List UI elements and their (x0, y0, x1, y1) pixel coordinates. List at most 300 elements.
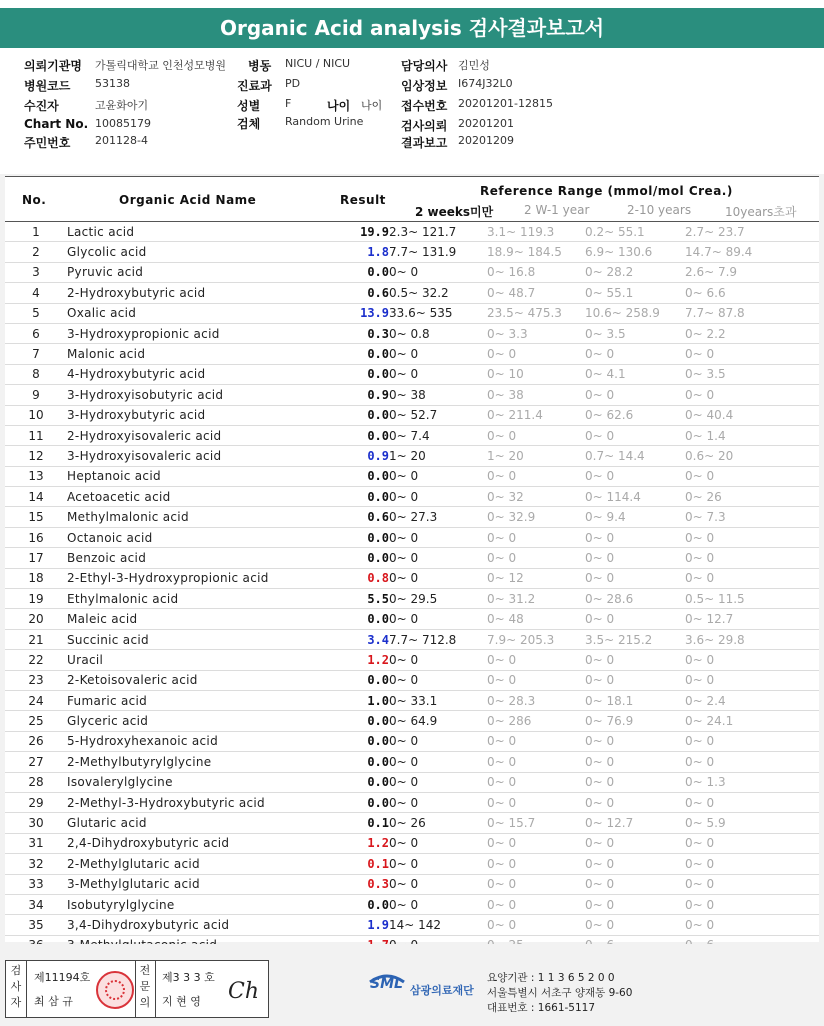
row-number: 15 (5, 507, 67, 527)
row-number: 17 (5, 548, 67, 568)
ref-2w-1y: 0~ 28.3 (487, 690, 585, 710)
row-number: 20 (5, 609, 67, 629)
row-number: 7 (5, 344, 67, 364)
ref-10y: 0~ 2.2 (685, 323, 819, 343)
ref-10y: 0~ 0 (685, 527, 819, 547)
table-row (5, 772, 819, 792)
row-number: 35 (5, 915, 67, 935)
ref-2-10y: 0~ 0 (585, 670, 685, 690)
result-value: 0.0 (319, 364, 389, 384)
row-number: 8 (5, 364, 67, 384)
result-value: 5.5 (319, 589, 389, 609)
ref-2w-1y: 0~ 0 (487, 425, 585, 445)
ref-2w-1y: 0~ 0 (487, 752, 585, 772)
seal-stamp-icon (96, 971, 134, 1009)
ref-10y: 2.7~ 23.7 (685, 222, 819, 242)
ref-2w-1y: 0~ 38 (487, 385, 585, 405)
ref-2weeks: 0~ 0 (389, 670, 487, 690)
table-row (5, 425, 819, 445)
ref-2-10y: 0~ 0 (585, 527, 685, 547)
table-row (5, 711, 819, 731)
sml-logo-text: SML (370, 976, 403, 992)
table-row (5, 915, 819, 935)
ref-2weeks: 0~ 0 (389, 527, 487, 547)
ref-2w-1y: 0~ 31.2 (487, 589, 585, 609)
resident-no-value: 201128-4 (95, 134, 148, 147)
test-request-label: 검사의뢰 (401, 119, 448, 133)
table-row (5, 752, 819, 772)
acid-name: Benzoic acid (67, 548, 319, 568)
row-number: 24 (5, 690, 67, 710)
ref-2weeks: 0~ 0 (389, 262, 487, 282)
ref-2w-1y: 0~ 0 (487, 670, 585, 690)
result-value: 0.0 (319, 711, 389, 731)
acid-name: Lactic acid (67, 222, 319, 242)
ref-2w-1y: 0~ 0 (487, 548, 585, 568)
chart-no-value: 10085179 (95, 117, 151, 130)
ref-10y: 0~ 1.4 (685, 425, 819, 445)
row-number: 4 (5, 283, 67, 303)
acid-name: Methylmalonic acid (67, 507, 319, 527)
row-number: 30 (5, 813, 67, 833)
ref-2weeks: 0~ 52.7 (389, 405, 487, 425)
acid-name: Ethylmalonic acid (67, 589, 319, 609)
acid-name: 2-Ketoisovaleric acid (67, 670, 319, 690)
chart-no-label: Chart No. (24, 117, 89, 131)
results-sheet (5, 176, 819, 942)
result-value: 0.9 (319, 446, 389, 466)
ref-2-10y: 0~ 0 (585, 731, 685, 751)
result-value: 1.0 (319, 690, 389, 710)
table-row (5, 813, 819, 833)
ref-2w-1y: 0~ 0 (487, 792, 585, 812)
ref-2-10y: 0~ 0 (585, 609, 685, 629)
ref-2weeks: 0~ 27.3 (389, 507, 487, 527)
ref-2-10y: 0~ 0 (585, 752, 685, 772)
result-value: 0.8 (319, 568, 389, 588)
ref-2-10y: 10.6~ 258.9 (585, 303, 685, 323)
ref-2w-1y: 0~ 48.7 (487, 283, 585, 303)
ref-2weeks: 0~ 0 (389, 772, 487, 792)
col-header-ref-2w-1y: 2 W-1 year (524, 203, 590, 217)
divider (135, 961, 136, 1017)
result-value: 0.6 (319, 507, 389, 527)
row-number: 22 (5, 650, 67, 670)
row-number: 9 (5, 385, 67, 405)
ref-2-10y: 0~ 0 (585, 833, 685, 853)
ref-2w-1y: 18.9~ 184.5 (487, 242, 585, 262)
acid-name: 2,4-Dihydroxybutyric acid (67, 833, 319, 853)
sex-value: F (285, 97, 292, 110)
doctor-label: 담당의사 (401, 59, 448, 73)
ref-2-10y: 0~ 0 (585, 915, 685, 935)
result-value: 0.0 (319, 670, 389, 690)
col-header-ref-2weeks: 2 weeks미만 (415, 205, 494, 219)
row-number: 18 (5, 568, 67, 588)
table-row (5, 589, 819, 609)
ref-2weeks: 0~ 64.9 (389, 711, 487, 731)
result-value: 1.8 (319, 242, 389, 262)
table-row (5, 874, 819, 894)
table-row (5, 527, 819, 547)
col-header-ref-2-10y: 2-10 years (627, 203, 692, 217)
table-row (5, 446, 819, 466)
ref-2w-1y: 1~ 20 (487, 446, 585, 466)
patient-info-panel (0, 50, 824, 174)
row-number: 6 (5, 323, 67, 343)
acid-name: 3-Hydroxypropionic acid (67, 323, 319, 343)
acid-name: 2-Methylglutaric acid (67, 854, 319, 874)
result-report-label: 결과보고 (401, 136, 448, 150)
row-number: 32 (5, 854, 67, 874)
address: 서울특별시 서초구 양재동 9-60 (487, 987, 633, 999)
results-section (0, 174, 824, 944)
ref-10y: 0~ 0 (685, 752, 819, 772)
ref-10y: 0~ 0 (685, 385, 819, 405)
acid-name: 3-Hydroxyisobutyric acid (67, 385, 319, 405)
ref-10y: 0~ 0 (685, 670, 819, 690)
table-row (5, 323, 819, 343)
ref-2weeks: 0~ 29.5 (389, 589, 487, 609)
ref-10y: 0~ 0 (685, 344, 819, 364)
ref-2weeks: 2.3~ 121.7 (389, 222, 487, 242)
row-number: 19 (5, 589, 67, 609)
examinee-label: 수진자 (24, 99, 59, 113)
specialist-vertical-label (137, 963, 153, 1011)
acid-name: Isobutyrylglycine (67, 894, 319, 914)
ref-2-10y: 0~ 0 (585, 568, 685, 588)
ref-10y: 0~ 26 (685, 487, 819, 507)
result-value: 0.0 (319, 752, 389, 772)
table-row (5, 222, 819, 242)
divider (155, 961, 156, 1017)
ref-2weeks: 0~ 0.8 (389, 323, 487, 343)
ref-2-10y: 0~ 0 (585, 344, 685, 364)
ref-2weeks: 0~ 38 (389, 385, 487, 405)
hospital-code-label: 병원코드 (24, 79, 71, 93)
ref-2w-1y: 0~ 0 (487, 833, 585, 853)
ref-2-10y: 0~ 55.1 (585, 283, 685, 303)
table-row (5, 731, 819, 751)
ref-2-10y: 0~ 0 (585, 548, 685, 568)
result-value: 0.1 (319, 854, 389, 874)
acid-name: 3-Hydroxybutyric acid (67, 405, 319, 425)
ref-2weeks: 0~ 0 (389, 487, 487, 507)
acid-name: 2-Hydroxyisovaleric acid (67, 425, 319, 445)
ref-2weeks: 0~ 0 (389, 568, 487, 588)
table-row (5, 262, 819, 282)
result-value: 1.2 (319, 650, 389, 670)
ref-2weeks: 0~ 0 (389, 894, 487, 914)
col-header-no: No. (22, 193, 47, 207)
ref-2w-1y: 0~ 0 (487, 731, 585, 751)
col-header-reference: Reference Range (mmol/mol Crea.) (480, 184, 733, 198)
result-value: 0.0 (319, 425, 389, 445)
acid-name: Maleic acid (67, 609, 319, 629)
age-label: 나이 (327, 99, 351, 113)
result-value: 0.0 (319, 344, 389, 364)
specialist-license: 제3 3 3 호 (162, 971, 215, 984)
ref-10y: 0~ 0 (685, 466, 819, 486)
ref-2-10y: 0~ 76.9 (585, 711, 685, 731)
ref-2w-1y: 0~ 0 (487, 466, 585, 486)
ref-2w-1y: 0~ 286 (487, 711, 585, 731)
row-number: 16 (5, 527, 67, 547)
ref-2w-1y: 23.5~ 475.3 (487, 303, 585, 323)
table-row (5, 609, 819, 629)
clinical-info-value: I674J32L0 (458, 77, 513, 90)
specialist-vlabel-char: 의 (139, 996, 151, 1009)
ref-2w-1y: 0~ 32 (487, 487, 585, 507)
table-row (5, 405, 819, 425)
table-row (5, 466, 819, 486)
acid-name: 3,4-Dihydroxybutyric acid (67, 915, 319, 935)
ref-10y: 0~ 0 (685, 915, 819, 935)
specialist-vlabel-char: 문 (139, 980, 151, 993)
ref-10y: 7.7~ 87.8 (685, 303, 819, 323)
ref-2-10y: 0~ 0 (585, 425, 685, 445)
phone: 대표번호 : 1661-5117 (487, 1002, 596, 1014)
ref-10y: 0~ 1.3 (685, 772, 819, 792)
result-value: 0.0 (319, 548, 389, 568)
result-value: 13.9 (319, 303, 389, 323)
ref-2weeks: 0~ 0 (389, 854, 487, 874)
result-value: 0.3 (319, 323, 389, 343)
row-number: 10 (5, 405, 67, 425)
ref-2w-1y: 0~ 0 (487, 527, 585, 547)
ref-2weeks: 0.5~ 32.2 (389, 283, 487, 303)
clinical-info-label: 임상정보 (401, 79, 448, 93)
table-row (5, 364, 819, 384)
ref-10y: 0~ 0 (685, 854, 819, 874)
ref-2-10y: 0~ 0 (585, 650, 685, 670)
table-row (5, 650, 819, 670)
table-row (5, 548, 819, 568)
acid-name: Fumaric acid (67, 690, 319, 710)
ref-2weeks: 0~ 0 (389, 874, 487, 894)
acid-name: Glutaric acid (67, 813, 319, 833)
ref-10y: 2.6~ 7.9 (685, 262, 819, 282)
ref-2-10y: 0~ 0 (585, 874, 685, 894)
ref-10y: 14.7~ 89.4 (685, 242, 819, 262)
ref-10y: 0~ 6.6 (685, 283, 819, 303)
resident-no-label: 주민번호 (24, 136, 71, 150)
ref-2-10y: 0~ 62.6 (585, 405, 685, 425)
ref-10y: 0~ 24.1 (685, 711, 819, 731)
result-value: 0.0 (319, 405, 389, 425)
col-header-ref-10y: 10years초과 (725, 205, 797, 219)
result-value: 0.3 (319, 874, 389, 894)
ref-2weeks: 0~ 0 (389, 364, 487, 384)
ref-10y: 0~ 3.5 (685, 364, 819, 384)
table-row (5, 629, 819, 649)
ref-2weeks: 0~ 26 (389, 813, 487, 833)
ref-10y: 0~ 12.7 (685, 609, 819, 629)
receipt-no-label: 접수번호 (401, 99, 448, 113)
requesting-org-value: 가톨릭대학교 인천성모병원 (95, 59, 227, 72)
ref-2w-1y: 0~ 3.3 (487, 323, 585, 343)
ref-2weeks: 0~ 0 (389, 466, 487, 486)
table-row (5, 854, 819, 874)
results-table (5, 222, 819, 956)
dept-label: 진료과 (237, 79, 272, 93)
ref-10y: 0~ 5.9 (685, 813, 819, 833)
row-number: 2 (5, 242, 67, 262)
acid-name: Succinic acid (67, 629, 319, 649)
report-title: Organic Acid analysis 검사결과보고서 (0, 8, 824, 48)
ref-2w-1y: 0~ 0 (487, 894, 585, 914)
ref-10y: 0~ 0 (685, 650, 819, 670)
ref-2w-1y: 0~ 32.9 (487, 507, 585, 527)
dept-value: PD (285, 77, 301, 90)
ref-2-10y: 0~ 114.4 (585, 487, 685, 507)
row-number: 28 (5, 772, 67, 792)
ref-2weeks: 0~ 33.1 (389, 690, 487, 710)
ref-10y: 0.6~ 20 (685, 446, 819, 466)
ref-2weeks: 0~ 0 (389, 833, 487, 853)
test-request-value: 20201201 (458, 117, 514, 130)
ref-2-10y: 0~ 0 (585, 385, 685, 405)
hospital-code-value: 53138 (95, 77, 130, 90)
ref-10y: 0~ 7.3 (685, 507, 819, 527)
ref-2weeks: 0~ 0 (389, 650, 487, 670)
row-number: 3 (5, 262, 67, 282)
care-code: 요양기관 : 1 1 3 6 5 2 0 0 (487, 972, 615, 984)
ref-2w-1y: 0~ 0 (487, 874, 585, 894)
acid-name: Heptanoic acid (67, 466, 319, 486)
ref-10y: 0.5~ 11.5 (685, 589, 819, 609)
row-number: 12 (5, 446, 67, 466)
ref-2-10y: 0~ 0 (585, 792, 685, 812)
acid-name: Glyceric acid (67, 711, 319, 731)
examiner-license: 제11194호 (34, 971, 91, 984)
ref-2-10y: 0~ 0 (585, 466, 685, 486)
row-number: 1 (5, 222, 67, 242)
ref-2w-1y: 0~ 211.4 (487, 405, 585, 425)
ref-2-10y: 0~ 0 (585, 894, 685, 914)
ref-2-10y: 6.9~ 130.6 (585, 242, 685, 262)
requesting-org-label: 의뢰기관명 (24, 59, 82, 73)
ref-2weeks: 14~ 142 (389, 915, 487, 935)
table-row (5, 385, 819, 405)
report-footer (0, 944, 824, 1026)
result-value: 0.0 (319, 262, 389, 282)
org-name: 삼광의료재단 (410, 984, 474, 997)
ref-10y: 0~ 40.4 (685, 405, 819, 425)
ref-2w-1y: 0~ 0 (487, 915, 585, 935)
table-row (5, 283, 819, 303)
acid-name: Acetoacetic acid (67, 487, 319, 507)
ref-2-10y: 0~ 0 (585, 772, 685, 792)
ref-2w-1y: 0~ 15.7 (487, 813, 585, 833)
ref-2weeks: 0~ 0 (389, 548, 487, 568)
ref-2w-1y: 3.1~ 119.3 (487, 222, 585, 242)
table-row (5, 894, 819, 914)
table-row (5, 792, 819, 812)
acid-name: Oxalic acid (67, 303, 319, 323)
result-value: 0.0 (319, 487, 389, 507)
result-value: 19.9 (319, 222, 389, 242)
row-number: 29 (5, 792, 67, 812)
result-value: 1.9 (319, 915, 389, 935)
acid-name: 2-Ethyl-3-Hydroxypropionic acid (67, 568, 319, 588)
age-value: 나이 (361, 99, 383, 112)
acid-name: 2-Methyl-3-Hydroxybutyric acid (67, 792, 319, 812)
specimen-label: 검체 (237, 117, 261, 131)
table-row (5, 303, 819, 323)
result-report-value: 20201209 (458, 134, 514, 147)
ref-10y: 0~ 0 (685, 731, 819, 751)
acid-name: 5-Hydroxyhexanoic acid (67, 731, 319, 751)
ref-2-10y: 3.5~ 215.2 (585, 629, 685, 649)
table-row (5, 344, 819, 364)
result-value: 0.0 (319, 894, 389, 914)
col-header-name: Organic Acid Name (119, 193, 257, 207)
acid-name: 2-Methylbutyrylglycine (67, 752, 319, 772)
row-number: 14 (5, 487, 67, 507)
doctor-value: 김민성 (458, 59, 490, 72)
examiner-vertical-label (8, 963, 24, 1011)
row-number: 26 (5, 731, 67, 751)
table-top-rule (5, 176, 819, 177)
result-value: 3.4 (319, 629, 389, 649)
divider (26, 961, 27, 1017)
ref-2-10y: 0~ 18.1 (585, 690, 685, 710)
acid-name: 4-Hydroxybutyric acid (67, 364, 319, 384)
ref-2-10y: 0~ 0 (585, 854, 685, 874)
acid-name: 2-Hydroxybutyric acid (67, 283, 319, 303)
examiner-name: 최 삼 규 (34, 995, 73, 1008)
acid-name: Octanoic acid (67, 527, 319, 547)
examinee-value: 고윤화아기 (95, 99, 149, 112)
specialist-vlabel-char: 전 (139, 964, 151, 977)
ref-2-10y: 0~ 3.5 (585, 323, 685, 343)
examiner-vlabel-char: 검 (10, 964, 22, 977)
signature-icon: Ch (228, 979, 260, 1004)
ref-10y: 0~ 0 (685, 833, 819, 853)
ref-2-10y: 0~ 12.7 (585, 813, 685, 833)
result-value: 0.1 (319, 813, 389, 833)
ref-2-10y: 0~ 9.4 (585, 507, 685, 527)
ref-2weeks: 7.7~ 712.8 (389, 629, 487, 649)
ref-2-10y: 0.2~ 55.1 (585, 222, 685, 242)
ref-2weeks: 0~ 0 (389, 731, 487, 751)
examiner-vlabel-char: 자 (10, 996, 22, 1009)
row-number: 31 (5, 833, 67, 853)
table-row (5, 487, 819, 507)
ref-2weeks: 7.7~ 131.9 (389, 242, 487, 262)
ref-2w-1y: 0~ 0 (487, 854, 585, 874)
examiner-vlabel-char: 사 (10, 980, 22, 993)
acid-name: Pyruvic acid (67, 262, 319, 282)
specialist-name: 지 현 영 (162, 995, 201, 1008)
ref-10y: 0~ 0 (685, 568, 819, 588)
row-number: 27 (5, 752, 67, 772)
ref-2w-1y: 0~ 10 (487, 364, 585, 384)
ref-2-10y: 0~ 28.2 (585, 262, 685, 282)
ref-10y: 0~ 0 (685, 894, 819, 914)
ref-2w-1y: 0~ 12 (487, 568, 585, 588)
ward-label: 병동 (248, 59, 272, 73)
sex-label: 성별 (237, 99, 261, 113)
acid-name: Glycolic acid (67, 242, 319, 262)
row-number: 11 (5, 425, 67, 445)
ref-2weeks: 33.6~ 535 (389, 303, 487, 323)
ward-value: NICU / NICU (285, 57, 351, 70)
ref-2weeks: 0~ 7.4 (389, 425, 487, 445)
ref-2w-1y: 0~ 0 (487, 650, 585, 670)
specimen-value: Random Urine (285, 115, 364, 128)
